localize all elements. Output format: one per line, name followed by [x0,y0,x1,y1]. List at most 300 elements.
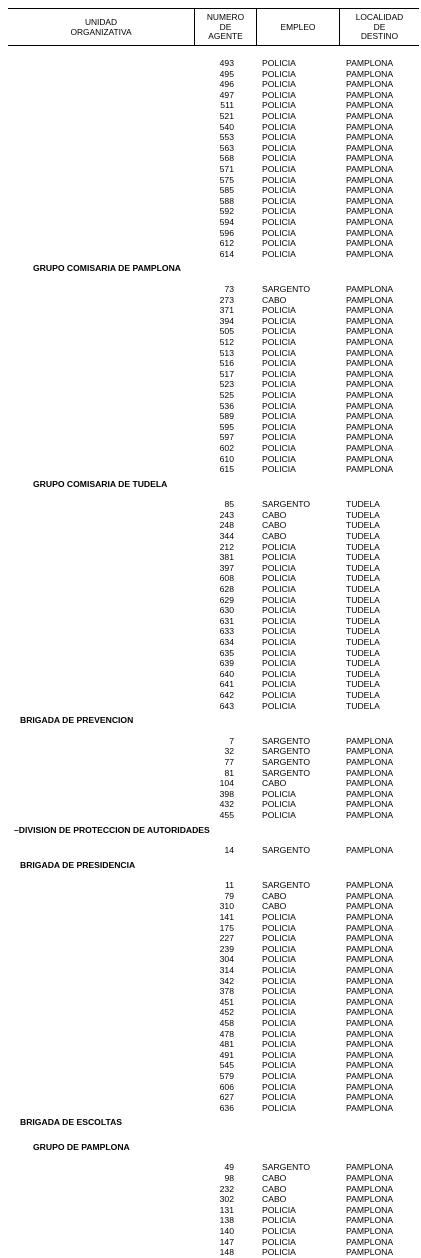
employment-cell: POLICIA [262,1039,296,1050]
agent-number-cell: 49 [224,1162,234,1173]
employment-cell: POLICIA [262,153,296,164]
table-row [0,111,421,122]
agent-number-cell: 451 [219,996,234,1007]
agent-number-cell: 302 [219,1194,234,1205]
agent-number-cell: 563 [219,142,234,153]
employment-cell: POLICIA [262,1060,296,1071]
destination-cell: PAMPLONA [346,746,394,757]
table-row [0,595,421,606]
destination-cell: PAMPLONA [346,185,394,196]
destination-cell: PAMPLONA [346,315,394,326]
agent-number-cell: 140 [219,1225,234,1236]
destination-cell: TUDELA [346,668,380,679]
destination-cell: PAMPLONA [346,1049,394,1060]
agent-number-cell: 394 [219,315,234,326]
destination-cell: TUDELA [346,499,380,510]
destination-cell: TUDELA [346,594,380,605]
table-row [0,185,421,196]
destination-cell: PAMPLONA [346,358,394,369]
destination-cell: PAMPLONA [346,954,394,965]
table-row [0,337,421,348]
destination-cell: PAMPLONA [346,1017,394,1028]
agent-number-cell: 478 [219,1028,234,1039]
agent-number-cell: 579 [219,1070,234,1081]
destination-cell: TUDELA [346,573,380,584]
agent-number-cell: 628 [219,584,234,594]
table-row [0,432,421,443]
destination-cell: PAMPLONA [346,880,394,891]
employment-cell: POLICIA [262,626,296,637]
destination-cell: PAMPLONA [346,767,394,778]
section-title: BRIGADA DE PREVENCION [20,715,134,726]
destination-cell: PAMPLONA [346,400,394,411]
employment-cell: SARGENTO [262,746,311,757]
agent-number-cell: 104 [219,778,234,789]
employment-cell: POLICIA [262,121,296,132]
employment-cell: POLICIA [262,142,296,153]
destination-cell: PAMPLONA [346,283,394,294]
table-row [0,411,421,422]
agent-number-cell: 458 [219,1017,234,1028]
agent-number-cell: 523 [219,379,234,390]
employment-cell: POLICIA [262,788,296,799]
destination-cell: PAMPLONA [346,111,394,121]
employment-cell: POLICIA [262,100,296,111]
destination-cell: PAMPLONA [346,986,394,997]
agent-number-cell: 521 [219,111,234,121]
destination-cell: PAMPLONA [346,132,394,143]
table-row [0,1103,421,1114]
employment-cell: POLICIA [262,379,296,390]
destination-cell: TUDELA [346,679,380,690]
table-row [0,584,421,595]
employment-cell: POLICIA [262,541,296,552]
employment-cell: POLICIA [262,975,296,986]
destination-cell: PAMPLONA [346,1070,394,1081]
destination-cell: PAMPLONA [346,153,394,164]
agent-number-cell: 568 [219,153,234,164]
agent-number-cell: 615 [219,464,234,475]
employment-cell: POLICIA [262,658,296,669]
employment-cell: POLICIA [262,58,296,68]
employment-cell: POLICIA [262,922,296,933]
employment-cell: POLICIA [262,809,296,820]
agent-number-cell: 592 [219,206,234,217]
agent-number-cell: 545 [219,1060,234,1071]
agent-number-cell: 381 [219,552,234,563]
destination-cell: PAMPLONA [346,1236,394,1247]
agent-number-cell: 98 [224,1172,234,1183]
agent-number-cell: 516 [219,358,234,369]
agent-number-cell: 553 [219,132,234,143]
destination-cell: PAMPLONA [346,206,394,217]
table-row [0,238,421,249]
section-title: BRIGADA DE ESCOLTAS [20,1117,123,1128]
destination-cell: PAMPLONA [346,336,394,347]
employment-cell: POLICIA [262,1007,296,1018]
employment-cell: POLICIA [262,185,296,196]
table-row [0,605,421,616]
table-row [0,563,421,574]
section-title: GRUPO COMISARIA DE TUDELA [33,478,168,489]
agent-number-cell: 455 [219,809,234,820]
employment-cell: CABO [262,890,287,901]
employment-cell: POLICIA [262,164,296,174]
employment-cell: POLICIA [262,464,296,475]
table-row [0,648,421,659]
table-row [0,531,421,542]
employment-cell: POLICIA [262,1028,296,1039]
table-row [0,986,421,997]
destination-cell: PAMPLONA [346,933,394,944]
destination-cell: PAMPLONA [346,411,394,422]
agent-number-cell: 629 [219,594,234,605]
agent-number-cell: 635 [219,647,234,658]
table-row [0,933,421,944]
employment-cell: POLICIA [262,594,296,605]
destination-cell: PAMPLONA [346,368,394,379]
agent-number-cell: 589 [219,411,234,422]
header-empleo: EMPLEO [280,22,316,32]
agent-number-cell: 594 [219,217,234,227]
employment-cell: CABO [262,1172,287,1183]
agent-number-cell: 571 [219,164,234,174]
employment-cell: POLICIA [262,389,296,400]
destination-cell: PAMPLONA [346,901,394,912]
agent-number-cell: 141 [219,911,234,922]
agent-number-cell: 243 [219,509,234,520]
employment-cell: POLICIA [262,421,296,432]
employment-cell: POLICIA [262,799,296,810]
table-row [0,1029,421,1040]
agent-number-cell: 371 [219,305,234,316]
table-row [0,1018,421,1029]
employment-cell: CABO [262,778,287,789]
table-row [0,122,421,133]
employment-cell: POLICIA [262,552,296,563]
employment-cell: POLICIA [262,347,296,358]
agent-number-cell: 7 [229,735,234,746]
destination-cell: PAMPLONA [346,943,394,954]
employment-cell: CABO [262,1194,287,1205]
destination-cell: PAMPLONA [346,326,394,337]
destination-cell: PAMPLONA [346,1039,394,1050]
employment-cell: POLICIA [262,964,296,975]
table-row [0,358,421,369]
table-row [0,1247,421,1258]
table-row [0,542,421,553]
destination-cell: PAMPLONA [346,238,394,249]
destination-cell: PAMPLONA [346,453,394,464]
table-row [0,757,421,768]
agent-number-cell: 493 [219,58,234,68]
agent-number-cell: 432 [219,799,234,810]
destination-cell: PAMPLONA [346,922,394,933]
destination-cell: TUDELA [346,562,380,573]
destination-cell: PAMPLONA [346,217,394,227]
table-row [0,454,421,465]
table-row [0,768,421,779]
employment-cell: SARGENTO [262,499,311,510]
employment-cell: POLICIA [262,358,296,369]
destination-cell: PAMPLONA [346,142,394,153]
employment-cell: POLICIA [262,954,296,965]
header-numero-agente: NUMERO DE AGENTE [206,12,245,42]
table-row [0,1226,421,1237]
destination-cell: PAMPLONA [346,1028,394,1039]
destination-cell: TUDELA [346,531,380,541]
table-row [0,1184,421,1195]
destination-cell: PAMPLONA [346,121,394,132]
section-title: –DIVISION DE PROTECCION DE AUTORIDADES [14,824,210,835]
destination-cell: PAMPLONA [346,1007,394,1018]
employment-cell: SARGENTO [262,756,311,767]
employment-cell: SARGENTO [262,845,311,855]
agent-number-cell: 642 [219,690,234,700]
destination-cell: TUDELA [346,541,380,552]
agent-number-cell: 398 [219,788,234,799]
destination-cell: PAMPLONA [346,1092,394,1103]
employment-cell: POLICIA [262,248,296,259]
employment-cell: POLICIA [262,206,296,217]
destination-cell: TUDELA [346,615,380,626]
agent-number-cell: 627 [219,1092,234,1103]
destination-cell: TUDELA [346,647,380,658]
employment-cell: POLICIA [262,1092,296,1103]
destination-cell: PAMPLONA [346,347,394,358]
destination-cell: PAMPLONA [346,799,394,810]
agent-number-cell: 517 [219,368,234,379]
agent-number-cell: 511 [220,100,234,111]
employment-cell: POLICIA [262,679,296,690]
destination-cell: PAMPLONA [346,1172,394,1183]
table-row [0,573,421,584]
employment-cell: SARGENTO [262,880,311,891]
table-row [0,422,421,433]
employment-cell: CABO [262,531,287,541]
table-row [0,1050,421,1061]
agent-number-cell: 147 [219,1236,234,1247]
destination-cell: PAMPLONA [346,68,394,79]
agent-number-cell: 633 [219,626,234,637]
destination-cell: PAMPLONA [346,379,394,390]
agent-number-cell: 630 [219,605,234,616]
table-row [0,944,421,955]
employment-cell: POLICIA [262,174,296,185]
destination-cell: TUDELA [346,605,380,616]
table-row [0,552,421,563]
table-row [0,1237,421,1248]
table-row [0,228,421,239]
agent-number-cell: 14 [224,845,234,855]
table-row [0,997,421,1008]
employment-cell: POLICIA [262,933,296,944]
agent-number-cell: 540 [219,121,234,132]
destination-cell: TUDELA [346,626,380,637]
destination-cell: PAMPLONA [346,756,394,767]
agent-number-cell: 175 [219,922,234,933]
employment-cell: SARGENTO [262,767,311,778]
table-row [0,58,421,69]
destination-cell: PAMPLONA [346,100,394,111]
destination-cell: TUDELA [346,552,380,563]
destination-cell: PAMPLONA [346,788,394,799]
employment-cell: POLICIA [262,453,296,464]
table-row [0,520,421,531]
table-row [0,626,421,637]
employment-cell: POLICIA [262,326,296,337]
table-row [0,1205,421,1216]
employment-cell: POLICIA [262,1215,296,1226]
table-row [0,510,421,521]
employment-cell: POLICIA [262,943,296,954]
destination-cell: TUDELA [346,690,380,700]
employment-cell: POLICIA [262,111,296,121]
destination-cell: PAMPLONA [346,227,394,238]
agent-number-cell: 505 [219,326,234,337]
employment-cell: POLICIA [262,1102,296,1113]
agent-number-cell: 634 [219,637,234,647]
table-row [0,965,421,976]
agent-number-cell: 585 [219,185,234,196]
employment-cell: POLICIA [262,1049,296,1060]
table-row [0,1007,421,1018]
table-row [0,637,421,648]
table-row [0,79,421,90]
employment-cell: POLICIA [262,986,296,997]
agent-number-cell: 310 [219,901,234,912]
table-row [0,679,421,690]
employment-cell: POLICIA [262,132,296,143]
employment-cell: POLICIA [262,1204,296,1215]
destination-cell: PAMPLONA [346,1225,394,1236]
agent-number-cell: 575 [219,174,234,185]
employment-cell: SARGENTO [262,1162,311,1173]
table-row [0,153,421,164]
agent-number-cell: 612 [219,238,234,249]
employment-cell: POLICIA [262,584,296,594]
employment-cell: POLICIA [262,700,296,711]
agent-number-cell: 513 [219,347,234,358]
agent-number-cell: 248 [219,520,234,531]
table-row [0,799,421,810]
employment-cell: POLICIA [262,1070,296,1081]
employment-cell: POLICIA [262,368,296,379]
table-row [0,217,421,228]
destination-cell: PAMPLONA [346,389,394,400]
agent-number-cell: 232 [219,1183,234,1194]
employment-cell: POLICIA [262,305,296,316]
table-row [0,912,421,923]
employment-cell: POLICIA [262,668,296,679]
table-row [0,923,421,934]
employment-cell: POLICIA [262,68,296,79]
agent-number-cell: 481 [219,1039,234,1050]
header-unidad-organizativa: UNIDAD ORGANIZATIVA [70,17,132,37]
agent-number-cell: 496 [219,79,234,90]
employment-cell: POLICIA [262,336,296,347]
section-title: BRIGADA DE PRESIDENCIA [20,859,136,870]
table-row [0,143,421,154]
agent-number-cell: 495 [219,68,234,79]
agent-number-cell: 314 [219,964,234,975]
agent-number-cell: 588 [219,195,234,206]
destination-cell: TUDELA [346,637,380,647]
destination-cell: PAMPLONA [346,89,394,100]
employment-cell: SARGENTO [262,735,311,746]
agent-number-cell: 595 [219,421,234,432]
agent-number-cell: 640 [219,668,234,679]
agent-number-cell: 610 [219,453,234,464]
employment-cell: SARGENTO [262,283,311,294]
destination-cell: PAMPLONA [346,1102,394,1113]
destination-cell: PAMPLONA [346,174,394,185]
employment-cell: CABO [262,294,287,305]
agent-number-cell: 397 [219,562,234,573]
destination-cell: PAMPLONA [346,975,394,986]
table-row [0,326,421,337]
destination-cell: PAMPLONA [346,305,394,316]
destination-cell: TUDELA [346,584,380,594]
agent-number-cell: 512 [219,336,234,347]
destination-cell: PAMPLONA [346,58,394,68]
table-row [0,1071,421,1082]
agent-number-cell: 491 [219,1049,234,1060]
table-row [0,132,421,143]
employment-cell: POLICIA [262,400,296,411]
table-row [0,390,421,401]
employment-cell: POLICIA [262,89,296,100]
agent-number-cell: 344 [219,531,234,541]
employment-cell: CABO [262,1183,287,1194]
employment-cell: POLICIA [262,615,296,626]
table-row [0,1194,421,1205]
agent-number-cell: 212 [219,541,234,552]
agent-number-cell: 608 [219,573,234,584]
employment-cell: POLICIA [262,1081,296,1092]
table-row [0,284,421,295]
employment-cell: POLICIA [262,1017,296,1028]
agent-number-cell: 643 [219,700,234,711]
destination-cell: PAMPLONA [346,809,394,820]
destination-cell: PAMPLONA [346,1247,394,1258]
destination-cell: PAMPLONA [346,778,394,789]
agent-number-cell: 79 [224,890,234,901]
destination-cell: PAMPLONA [346,890,394,901]
agent-number-cell: 614 [219,248,234,259]
destination-cell: PAMPLONA [346,421,394,432]
table-row [0,845,421,856]
table-row [0,464,421,475]
table-row [0,249,421,260]
header-top-rule [8,8,419,9]
table-row [0,499,421,510]
employment-cell: CABO [262,901,287,912]
employment-cell: POLICIA [262,227,296,238]
agent-number-cell: 304 [219,954,234,965]
agent-number-cell: 85 [224,499,234,510]
table-row [0,1173,421,1184]
table-row [0,669,421,680]
table-row [0,616,421,627]
agent-number-cell: 641 [219,679,234,690]
destination-cell: PAMPLONA [346,996,394,1007]
agent-number-cell: 631 [219,615,234,626]
employment-cell: CABO [262,520,287,531]
table-row [0,736,421,747]
employment-cell: CABO [262,509,287,520]
table-row [0,976,421,987]
